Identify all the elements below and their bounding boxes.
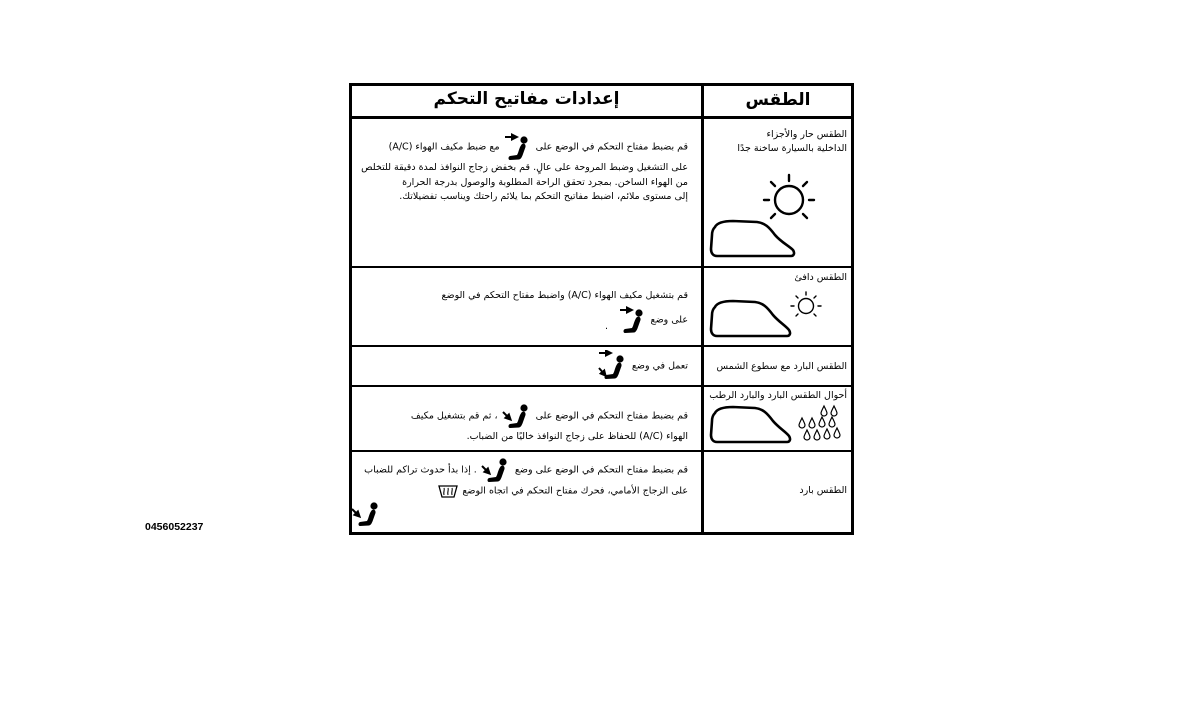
column-divider xyxy=(701,85,704,533)
row-divider xyxy=(351,266,852,268)
settings-line: قم بتشغيل مكيف الهواء (A/C) واضبط مفتاح التحكم في الوضع xyxy=(441,290,688,301)
settings-text: ، ثم قم بتشغيل مكيف xyxy=(410,410,498,422)
settings-text: على الزجاج الأمامي، فحرك مفتاح التحكم في اتجاه الوضع xyxy=(462,485,688,497)
bilevel-mode-icon xyxy=(597,350,629,382)
settings-line: من الهواء الساخن. بمجرد تحقق الراحة المطلوبة والوصول بدرجة الحرارة xyxy=(402,176,688,188)
defrost-mode-icon xyxy=(437,483,459,499)
weather-text: الداخلية بالسيارة ساخنة جدًا xyxy=(737,143,847,154)
car-icon xyxy=(709,298,795,340)
settings-line xyxy=(343,457,688,483)
figure-code: 0456052237 xyxy=(145,521,204,533)
settings-cold-humid xyxy=(348,402,688,445)
row-divider xyxy=(351,450,852,452)
car-icon xyxy=(709,218,799,260)
weather-cold-sunny xyxy=(707,360,847,374)
settings-text: قم بضبط مفتاح التحكم في الوضع على xyxy=(535,410,688,422)
settings-line: . xyxy=(604,320,608,332)
settings-line xyxy=(343,483,688,499)
weather-cold-humid xyxy=(697,389,847,403)
car-icon xyxy=(709,404,795,446)
settings-text: قم بضبط مفتاح التحكم في الوضع على وضع xyxy=(514,464,688,476)
settings-line: على التشغيل وضبط المروحة على عالٍ. قم بخفض زجاج النوافذ لمدة دقيقة للتخلص xyxy=(361,162,688,173)
weather-text: الطقس البارد مع سطوع الشمس xyxy=(716,361,847,372)
floor-defrost-mode-icon xyxy=(349,501,383,527)
settings-text: مع ضبط مكيف الهواء (A/C) xyxy=(388,141,500,153)
settings-line xyxy=(348,402,688,430)
floor-mode-icon xyxy=(480,457,512,483)
settings-cold-sunny xyxy=(348,350,688,382)
settings-line: إلى مستوى ملائم، اضبط مفاتيح التحكم بما يلائم راحتك ويناسب تفضيلاتك. xyxy=(399,191,688,202)
settings-line xyxy=(348,133,688,161)
header-settings: إعدادات مفاتيح التحكم xyxy=(433,89,620,109)
settings-text: على وضع xyxy=(650,314,688,325)
weather-text: الطقس حار والأجزاء xyxy=(766,129,847,140)
row-divider xyxy=(351,345,852,347)
vent-mode-icon xyxy=(618,306,648,334)
weather-text: الطقس بارد xyxy=(799,485,847,496)
weather-warm xyxy=(707,271,847,285)
weather-text: الطقس دافئ xyxy=(794,272,847,283)
raindrop-icon xyxy=(796,404,844,446)
settings-warm xyxy=(348,289,688,334)
settings-line: الهواء (A/C) للحفاظ على زجاج النوافذ خاليًا من الضباب. xyxy=(466,431,688,442)
weather-text: أحوال الطقس البارد والبارد الرطب xyxy=(709,390,847,401)
settings-line xyxy=(343,501,383,527)
settings-text: تعمل في وضع xyxy=(631,360,688,372)
weather-cold xyxy=(707,484,847,498)
header-weather: الطقس xyxy=(745,90,811,110)
settings-text: . إذا بدأ حدوث تراكم للضباب xyxy=(364,464,477,476)
floor-mode-icon xyxy=(501,402,533,430)
settings-text: قم بضبط مفتاح التحكم في الوضع على xyxy=(535,141,688,153)
row-divider xyxy=(351,385,852,387)
settings-hot xyxy=(348,133,688,205)
vent-mode-icon xyxy=(503,133,533,161)
weather-hot xyxy=(707,128,847,156)
header-divider xyxy=(351,116,852,119)
settings-cold xyxy=(343,457,688,527)
